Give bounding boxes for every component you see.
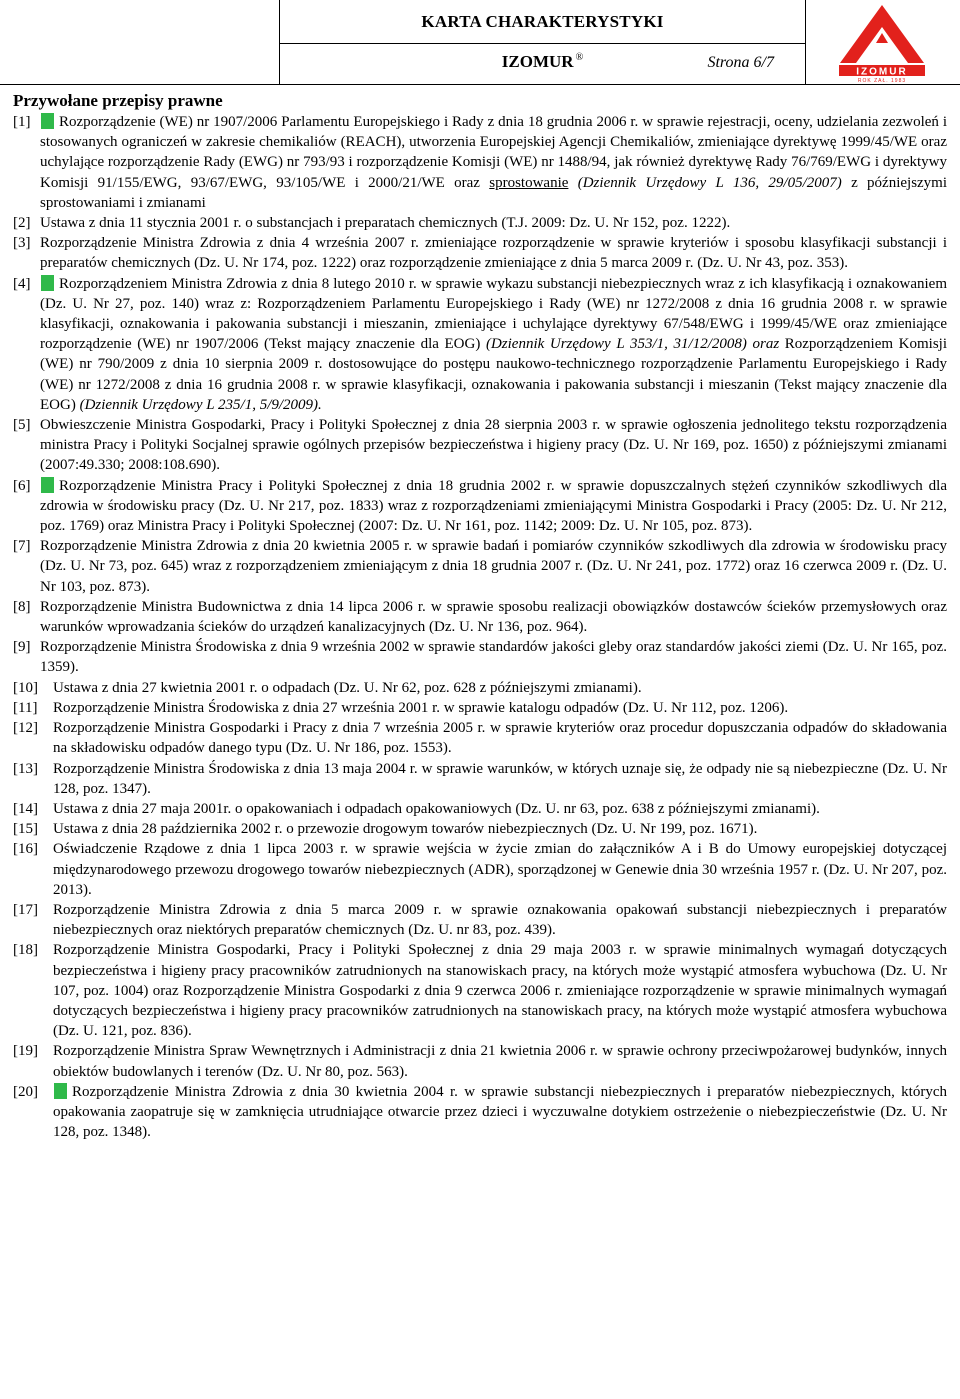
header-subrow bbox=[280, 44, 805, 85]
reference-link-text[interactable]: sprostowanie bbox=[489, 174, 569, 191]
reference-text: Rozporządzenie Ministra Zdrowia z dnia 5 marca 2009 r. w sprawie oznakowania opakowań substancji niebezpiecznych i preparatów niebezpiecznych oraz niektórych preparatów chemicznych (Dz. U. nr 83, poz. 439). bbox=[53, 901, 947, 939]
reference-text: (Dziennik Urzędowy L 353/1, 31/12/2008) oraz bbox=[485, 336, 780, 353]
reference-number: [1] bbox=[13, 114, 31, 130]
reference-item bbox=[13, 678, 947, 698]
highlight-marker bbox=[54, 1083, 67, 1099]
reference-text: z późniejszymi sprostowaniami i zmianami bbox=[40, 174, 948, 211]
reference-number: [15] bbox=[13, 821, 38, 838]
reference-item bbox=[13, 536, 947, 597]
reference-text: (Dziennik Urzędowy L 235/1, 5/9/2009). bbox=[79, 396, 322, 413]
registered-mark: ® bbox=[575, 52, 584, 64]
reference-item bbox=[13, 839, 947, 900]
reference-text: Obwieszczenie Ministra Gospodarki, Pracy i Polityki Społecznej z dnia 28 sierpnia 2003 r. w sprawie ogłoszenia jednolitego tekstu rozporządzenia ministra Pracy i Polityki Socjalnej sprawie ogólnych przepisów bezpieczeństwa i higieny pracy (Dz. U. Nr 169, poz. 1650) z późniejszymi zmianami (2007:49.330; 2008:108.690). bbox=[40, 417, 947, 474]
reference-item bbox=[13, 799, 947, 819]
reference-item bbox=[13, 1082, 947, 1143]
reference-text: Rozporządzenie Ministra Spraw Wewnętrznych i Administracji z dnia 21 kwietnia 2006 r. w sprawie ochrony przeciwpożarowej budynków, innych obiektów budowlanych i terenów (Dz. U. Nr 80, poz. 563). bbox=[53, 1043, 947, 1080]
reference-item bbox=[13, 213, 947, 233]
reference-text: Rozporządzenie Ministra Pracy i Polityki Społecznej z dnia 18 grudnia 2002 r. w sprawie dopuszczalnych stężeń czynników szkodliwych dla zdrowia w środowisku pracy (Dz. U. Nr 217, poz. 1833) wraz z rozporządzeniami zmieniającymi Ministra Gospodarki i Pracy (2005: Dz. U. Nr 212, poz. 1769) oraz Ministra Pracy i Polityki Społecznej (2007: Dz. U. Nr 161, poz. 1142; 2009: Dz. U. Nr 105, poz. 873). bbox=[40, 477, 947, 535]
header-left-cell bbox=[0, 0, 280, 85]
document-title-text: KARTA CHARAKTERYSTYKI bbox=[421, 11, 664, 31]
reference-text: Rozporządzenie Ministra Zdrowia z dnia 4 września 2007 r. zmieniające rozporządzenie w sprawie kryteriów i sposobu klasyfikacji substancji i preparatów chemicznych (Dz. U. Nr 174, poz. 1222) oraz rozporządzenie zmieniające z dnia 5 marca 2009 r. (Dz. U. Nr 43, poz. 353). bbox=[40, 235, 947, 272]
logo-inner bbox=[876, 33, 888, 43]
reference-text: (Dziennik Urzędowy L 136, 29/05/2007) bbox=[577, 174, 842, 191]
reference-item bbox=[13, 597, 947, 637]
reference-text: Ustawa z dnia 11 stycznia 2001 r. o substancjach i preparatach chemicznych (T.J. 2009: Dz. U. Nr 152, poz. 1222). bbox=[40, 215, 731, 232]
reference-text: Ustawa z dnia 28 października 2002 r. o przewozie drogowym towarów niebezpiecznych (Dz. U. Nr 199, poz. 1671). bbox=[53, 821, 758, 838]
reference-number: [12] bbox=[13, 720, 38, 737]
izomur-logo bbox=[836, 3, 928, 83]
reference-number: [13] bbox=[13, 760, 38, 777]
reference-item bbox=[13, 1041, 947, 1081]
reference-number: [8] bbox=[13, 598, 31, 615]
reference-item bbox=[13, 759, 947, 799]
reference-item bbox=[13, 819, 947, 839]
reference-text: Rozporządzenie Ministra Budownictwa z dnia 14 lipca 2006 r. w sprawie sposobu realizacji obowiązków dostawców ścieków przemysłowych oraz warunków wprowadzania ścieków do urządzeń kanalizacyjnych (Dz. U. Nr 136, poz. 964). bbox=[40, 598, 947, 636]
reference-number: [9] bbox=[13, 639, 31, 656]
reference-text: Rozporządzeniem Ministra Zdrowia z dnia 8 lutego 2010 r. w sprawie wykazu substancji niebezpiecznych wraz z ich klasyfikacją i oznakowaniem (Dz. U. Nr 27, poz. 140) wraz z: Rozporządzeniem Parlamentu Europejskiego i Rady (WE) nr 1272/2008 z dnia 16 grudnia 2008 r. w sprawie klasyfikacji, oznakowania i pakowania substancji i mieszanin, zmieniające i uchylające dyrektywy 67/548/EWG i 1999/45/WE oraz zmieniające rozporządzenie (WE) nr 1907/2006 (Tekst mający znaczenie dla EOG) bbox=[40, 275, 947, 353]
reference-item bbox=[13, 900, 947, 940]
reference-item bbox=[13, 476, 947, 537]
reference-number: [14] bbox=[13, 800, 38, 817]
reference-number: [5] bbox=[13, 417, 31, 434]
reference-number: [4] bbox=[13, 275, 31, 292]
reference-number: [2] bbox=[13, 215, 31, 232]
reference-item bbox=[13, 698, 947, 718]
reference-text: Rozporządzeniem Komisji (WE) nr 790/2009 z dnia 10 sierpnia 2009 r. dostosowujące do postępu naukowo-technicznego rozporządzenie Parlamentu Europejskiego i Rady (WE) nr 1272/2008 z dnia 16 grudnia 2008 r. w sprawie klasyfikacji, oznakowania i pakowania substancji i mieszanin (Tekst mający znaczenie dla EOG) bbox=[40, 336, 948, 413]
reference-text: Rozporządzenie Ministra Środowiska z dnia 9 września 2002 w sprawie standardów jakości gleby oraz standardów jakości ziemi (Dz. U. Nr 165, poz. 1359). bbox=[40, 639, 947, 676]
highlight-marker bbox=[41, 113, 54, 129]
reference-text: Rozporządzenie (WE) nr 1907/2006 Parlamentu Europejskiego i Rady z dnia 18 grudnia 2006 r. w sprawie rejestracji, oceny, udzielania zezwoleń i stosowanych ograniczeń w zakresie chemikaliów (REACH), utworzenia Europejskiej Agencji Chemikaliów, zmieniające dyrektywę 1999/45/WE oraz uchylające rozporządzenie Rady (EWG) nr 793/93 i rozporządzenie Komisji (WE) nr 1488/94, jak również dyrektywę Rady 76/769/EWG i dyrektywy Komisji 91/155/EWG, 93/67/EWG, 93/105/WE i 2000/21/WE oraz bbox=[40, 114, 947, 191]
logo-text: IZOMUR bbox=[856, 66, 908, 78]
reference-number: [7] bbox=[13, 538, 31, 555]
page-number: Strona 6/7 bbox=[707, 54, 774, 71]
highlight-marker bbox=[41, 275, 54, 291]
reference-text bbox=[568, 175, 577, 191]
reference-item bbox=[13, 637, 947, 677]
reference-text: Oświadczenie Rządowe z dnia 1 lipca 2003 r. w sprawie wejścia w życie zmian do załączników A i B do Umowy europejskiej dotyczącej międzynarodowego przewozu drogowego towarów niebezpiecznych (ADR), sporządzonej w Genewie dnia 30 września 1957 r. (Dz. U. Nr 207, poz. 2013). bbox=[53, 841, 947, 898]
highlight-marker bbox=[41, 477, 54, 493]
header-logo-cell bbox=[805, 0, 960, 85]
reference-text: Rozporządzenie Ministra Zdrowia z dnia 20 kwietnia 2005 r. w sprawie badań i pomiarów czynników szkodliwych dla zdrowia w środowisku pracy (Dz. U. Nr 73, poz. 645) wraz z rozporządzeniem zmieniającym z dnia 18 grudnia 2007 r. (Dz. U. Nr 241, poz. 1772) oraz 16 czerwca 2009 r. (Dz. U. Nr 103, poz. 873). bbox=[40, 538, 947, 595]
reference-number: [10] bbox=[13, 679, 38, 696]
reference-number: [6] bbox=[13, 477, 31, 494]
references-list bbox=[13, 112, 947, 1142]
reference-text: Ustawa z dnia 27 kwietnia 2001 r. o odpadach (Dz. U. Nr 62, poz. 628 z późniejszymi zmianami). bbox=[53, 679, 642, 696]
reference-text: Rozporządzenie Ministra Gospodarki i Pracy z dnia 7 września 2005 r. w sprawie kryteriów oraz procedur dopuszczania odpadów do składowania na składowisku odpadów danego typu (Dz. U. Nr 186, poz. 1553). bbox=[53, 720, 947, 757]
reference-number: [16] bbox=[13, 841, 38, 858]
reference-item bbox=[13, 274, 947, 415]
section-title: Przywołane przepisy prawne bbox=[13, 91, 223, 110]
reference-number: [17] bbox=[13, 901, 38, 918]
reference-text: Rozporządzenie Ministra Środowiska z dnia 13 maja 2004 r. w sprawie warunków, w których uznaje się, że odpady nie są niebezpieczne (Dz. U. Nr 128, poz. 1347). bbox=[53, 760, 947, 797]
reference-item bbox=[13, 940, 947, 1041]
reference-text: Rozporządzenie Ministra Zdrowia z dnia 30 kwietnia 2004 r. w sprawie substancji niebezpiecznych i preparatów niebezpiecznych, których opakowania zaopatruje się w zamknięcia utrudniające otwarcie przez dzieci i wyczuwalne dotykiem ostrzeżenie o niebezpieczeństwie (Dz. U. Nr 128, poz. 1348). bbox=[53, 1083, 947, 1141]
reference-item bbox=[13, 718, 947, 758]
reference-number: [20] bbox=[13, 1083, 38, 1100]
reference-text: Ustawa z dnia 27 maja 2001r. o opakowaniach i odpadach opakowaniowych (Dz. U. nr 63, poz. 638 z późniejszymi zmianami). bbox=[53, 800, 820, 817]
reference-text: Rozporządzenie Ministra Środowiska z dnia 27 września 2001 r. w sprawie katalogu odpadów (Dz. U. Nr 112, poz. 1206). bbox=[53, 699, 789, 716]
reference-number: [19] bbox=[13, 1043, 38, 1060]
brand-name-text: IZOMUR bbox=[501, 52, 574, 71]
reference-number: [3] bbox=[13, 235, 31, 252]
reference-item bbox=[13, 415, 947, 476]
reference-number: [18] bbox=[13, 942, 38, 959]
reference-item bbox=[13, 233, 947, 273]
reference-item bbox=[13, 112, 947, 213]
reference-text: Rozporządzenie Ministra Gospodarki, Pracy i Polityki Społecznej z dnia 29 maja 2003 r. w sprawie minimalnych wymagań dotyczących bezpieczeństwa i higieny pracy pracowników zatrudnionych na stanowiskach pracy, na których może wystąpić atmosfera wybuchowa (Dz. U. Nr 107, poz. 1004) oraz Rozporządzenie Ministra Gospodarki z dnia 9 czerwca 2006 r. zmieniające rozporządzenie w sprawie minimalnych wymagań dotyczących bezpieczeństwa i higieny pracy pracowników zatrudnionych na stanowiskach pracy, na których może wystąpić atmosfera wybuchowa (Dz. U. 121, poz. 836). bbox=[53, 942, 947, 1040]
logo-subtext: ROK ZAŁ. 1983 bbox=[857, 78, 907, 83]
document-title bbox=[280, 0, 805, 44]
reference-number: [11] bbox=[13, 699, 38, 716]
